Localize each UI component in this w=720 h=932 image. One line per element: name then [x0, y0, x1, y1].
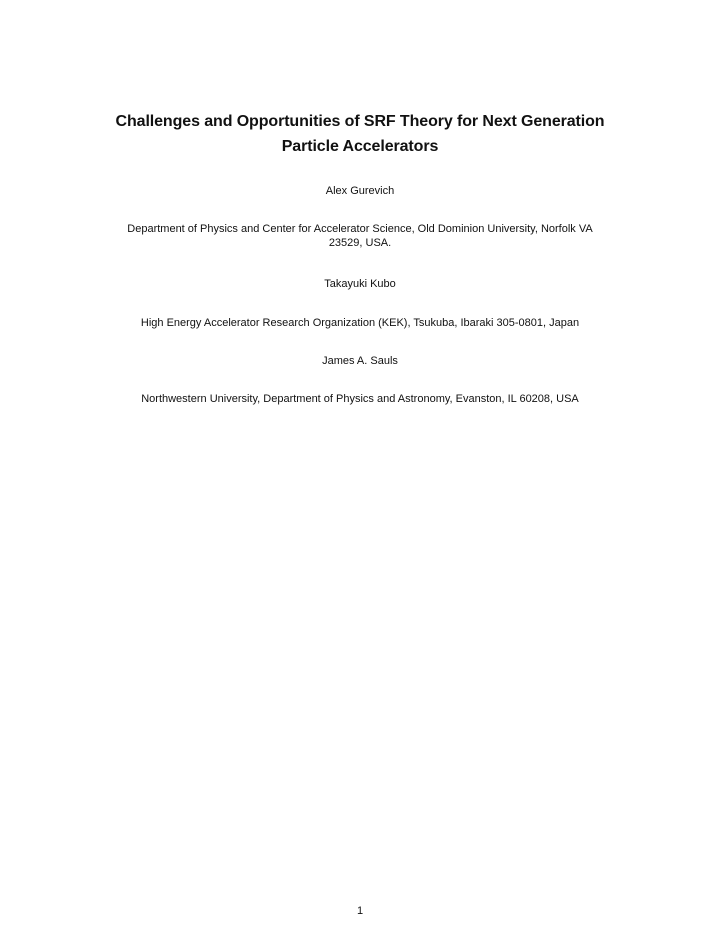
- paper-title: [70, 109, 650, 159]
- author-name-alex-gurevich: Alex Gurevich: [325, 185, 395, 197]
- page-number: 1: [356, 905, 364, 917]
- author-affiliation-takayuki-kubo: High Energy Accelerator Research Organization (KEK), Tsukuba, Ibaraki 305-0801, Japan: [140, 317, 580, 329]
- author-name-james-a-sauls: James A. Sauls: [322, 355, 398, 367]
- author-affiliation-alex-gurevich: [60, 222, 660, 250]
- affiliation-line-1: Department of Physics and Center for Accelerator Science, Old Dominion University, Norfolk VA: [127, 223, 593, 235]
- paper-title-line-1: Challenges and Opportunities of SRF Theory for Next Generation: [115, 113, 605, 130]
- author-affiliation-james-a-sauls: Northwestern University, Department of Physics and Astronomy, Evanston, IL 60208, USA: [141, 393, 579, 405]
- paper-title-line-2: Particle Accelerators: [281, 138, 439, 155]
- author-name-takayuki-kubo: Takayuki Kubo: [324, 278, 396, 290]
- affiliation-line-2: 23529, USA.: [328, 237, 392, 249]
